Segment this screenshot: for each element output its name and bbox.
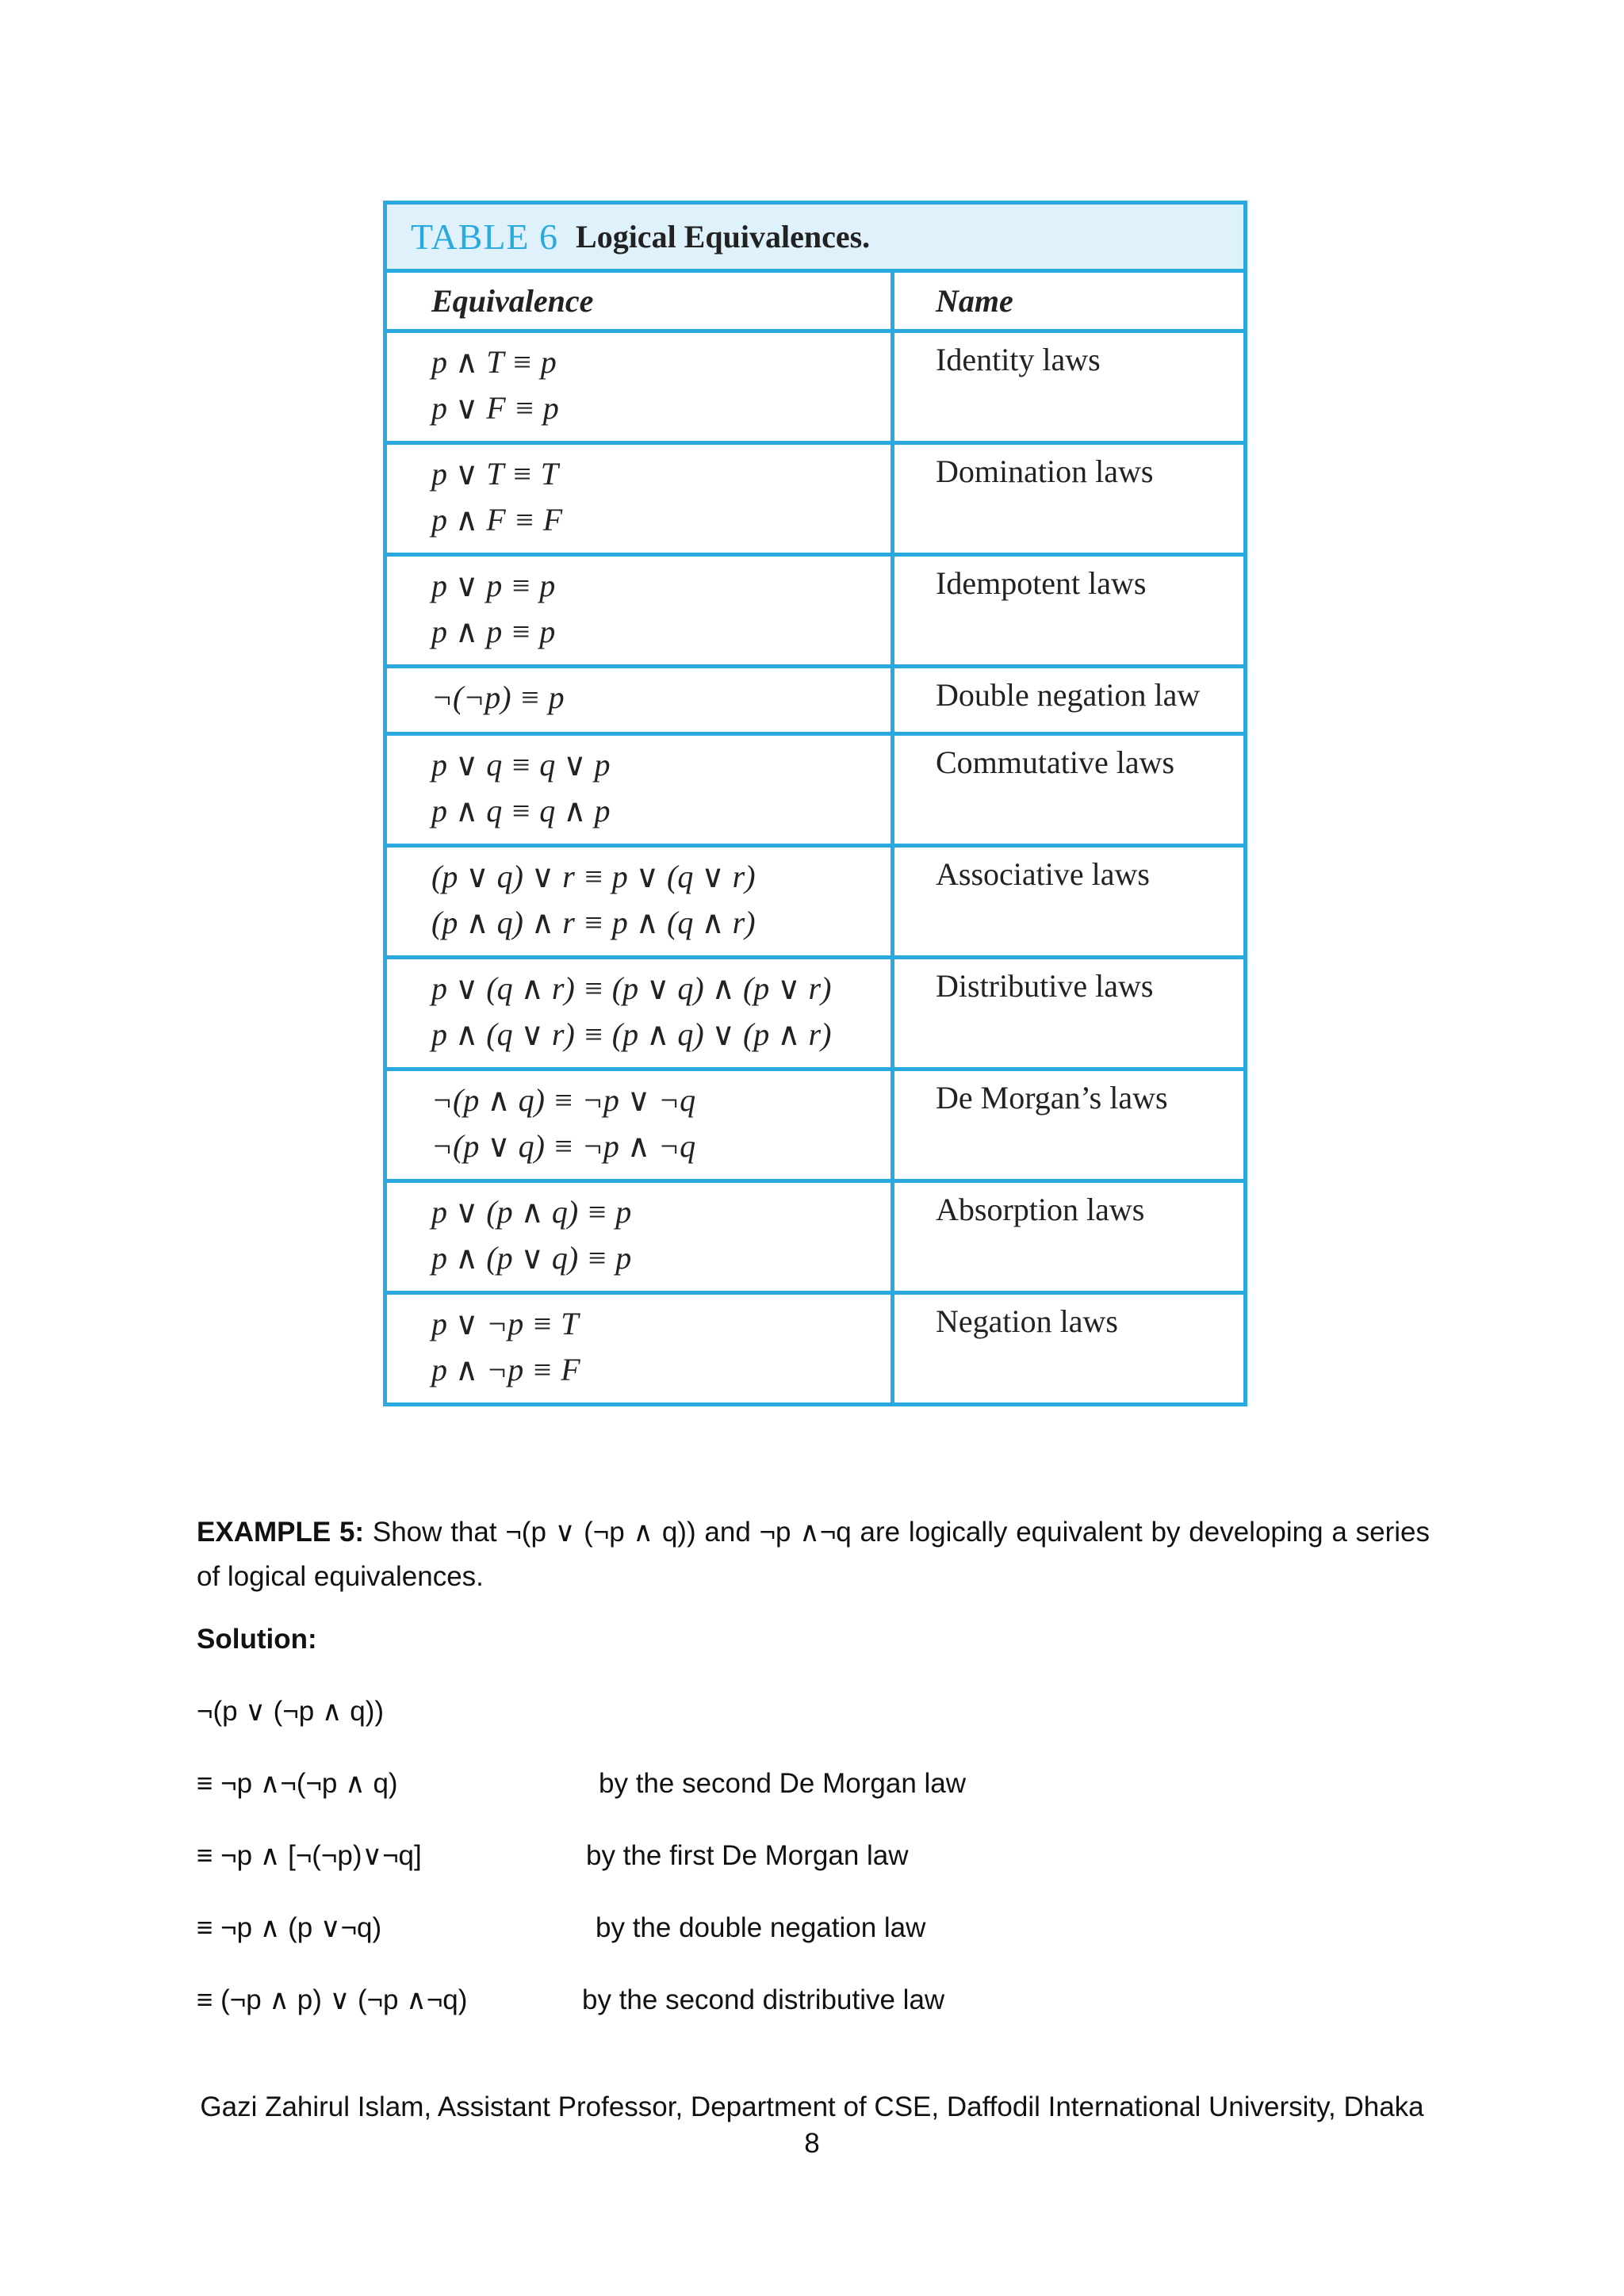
equivalence-line: p ∨ (q ∧ r) ≡ (p ∨ q) ∧ (p ∨ r)	[431, 970, 832, 1006]
equivalence-line: p ∨ (p ∧ q) ≡ p	[431, 1194, 632, 1230]
law-name: De Morgan’s laws	[936, 1080, 1168, 1115]
equivalence-line: p ∨ ¬p ≡ T	[431, 1306, 579, 1341]
equivalence-line: p ∧ (q ∨ r) ≡ (p ∧ q) ∨ (p ∧ r)	[431, 1016, 832, 1052]
solution-step-justification: by the second distributive law	[582, 1984, 945, 2015]
solution-step-expression: ≡ ¬p ∧ (p ∨¬q)	[197, 1912, 382, 1943]
solution-step-expression: ≡ ¬p ∧¬(¬p ∧ q)	[197, 1768, 398, 1799]
example-text: Show that ¬(p ∨ (¬p ∧ q)) and ¬p ∧¬q are logically equivalent by developing a series of logical equivalences.	[197, 1517, 1430, 1592]
equivalence-line: p ∨ T ≡ T	[431, 456, 559, 492]
example-label: EXAMPLE 5:	[197, 1517, 365, 1548]
equivalence-line: p ∧ ¬p ≡ F	[431, 1352, 580, 1387]
solution-start-expression: ¬(p ∨ (¬p ∧ q))	[197, 1696, 385, 1727]
table-label: TABLE 6	[411, 216, 559, 257]
solution-step-expression: ≡ (¬p ∧ p) ∨ (¬p ∧¬q)	[197, 1984, 468, 2015]
page-number: 8	[804, 2128, 820, 2159]
logical-equivalences-table	[383, 201, 1247, 1406]
table-row	[387, 736, 1243, 848]
solution-step-expression: ≡ ¬p ∧ [¬(¬p)∨¬q]	[197, 1840, 422, 1871]
law-name: Idempotent laws	[936, 565, 1147, 601]
solution-step-justification: by the first De Morgan law	[586, 1840, 909, 1871]
equivalence-line: ¬(¬p) ≡ p	[431, 679, 565, 715]
law-name: Absorption laws	[936, 1192, 1145, 1227]
table-row	[387, 848, 1243, 959]
table-row	[387, 1071, 1243, 1183]
solution-step-justification: by the second De Morgan law	[599, 1768, 967, 1799]
table-row	[387, 1295, 1243, 1402]
law-name: Commutative laws	[936, 744, 1175, 780]
table-row	[387, 333, 1243, 445]
law-name: Identity laws	[936, 342, 1101, 377]
example-statement	[197, 1510, 1430, 1599]
header-name: Name	[936, 283, 1013, 319]
law-name: Domination laws	[936, 453, 1154, 489]
equivalence-line: p ∨ p ≡ p	[431, 568, 556, 603]
equivalence-line: p ∧ F ≡ F	[431, 502, 563, 538]
solution-step-justification: by the double negation law	[596, 1912, 926, 1943]
law-name: Double negation law	[936, 677, 1201, 713]
solution-label: Solution:	[197, 1624, 317, 1655]
equivalence-line: p ∨ F ≡ p	[431, 390, 559, 426]
table-row	[387, 668, 1243, 736]
equivalence-line: p ∨ q ≡ q ∨ p	[431, 747, 611, 783]
table-row	[387, 445, 1243, 557]
equivalence-line: (p ∧ q) ∧ r ≡ p ∧ (q ∧ r)	[431, 905, 756, 940]
table-caption	[387, 205, 1243, 273]
law-name: Associative laws	[936, 856, 1150, 892]
equivalence-line: ¬(p ∧ q) ≡ ¬p ∨ ¬q	[431, 1082, 696, 1118]
equivalence-line: p ∧ q ≡ q ∧ p	[431, 793, 611, 828]
law-name: Negation laws	[936, 1303, 1118, 1339]
table-row	[387, 557, 1243, 668]
header-equivalence: Equivalence	[387, 273, 894, 329]
equivalence-line: p ∧ p ≡ p	[431, 614, 556, 649]
equivalence-line: (p ∨ q) ∨ r ≡ p ∨ (q ∨ r)	[431, 859, 756, 894]
table-row	[387, 1183, 1243, 1295]
table-title: Logical Equivalences.	[576, 219, 871, 254]
equivalence-line: p ∧ (p ∨ q) ≡ p	[431, 1240, 632, 1276]
table-row	[387, 959, 1243, 1071]
equivalence-line: p ∧ T ≡ p	[431, 344, 557, 380]
law-name: Distributive laws	[936, 968, 1154, 1004]
table-header-row	[387, 273, 1243, 333]
equivalence-line: ¬(p ∨ q) ≡ ¬p ∧ ¬q	[431, 1128, 696, 1164]
footer-author-line: Gazi Zahirul Islam, Assistant Professor, Department of CSE, Daffodil International University, Dhaka	[200, 2091, 1424, 2122]
